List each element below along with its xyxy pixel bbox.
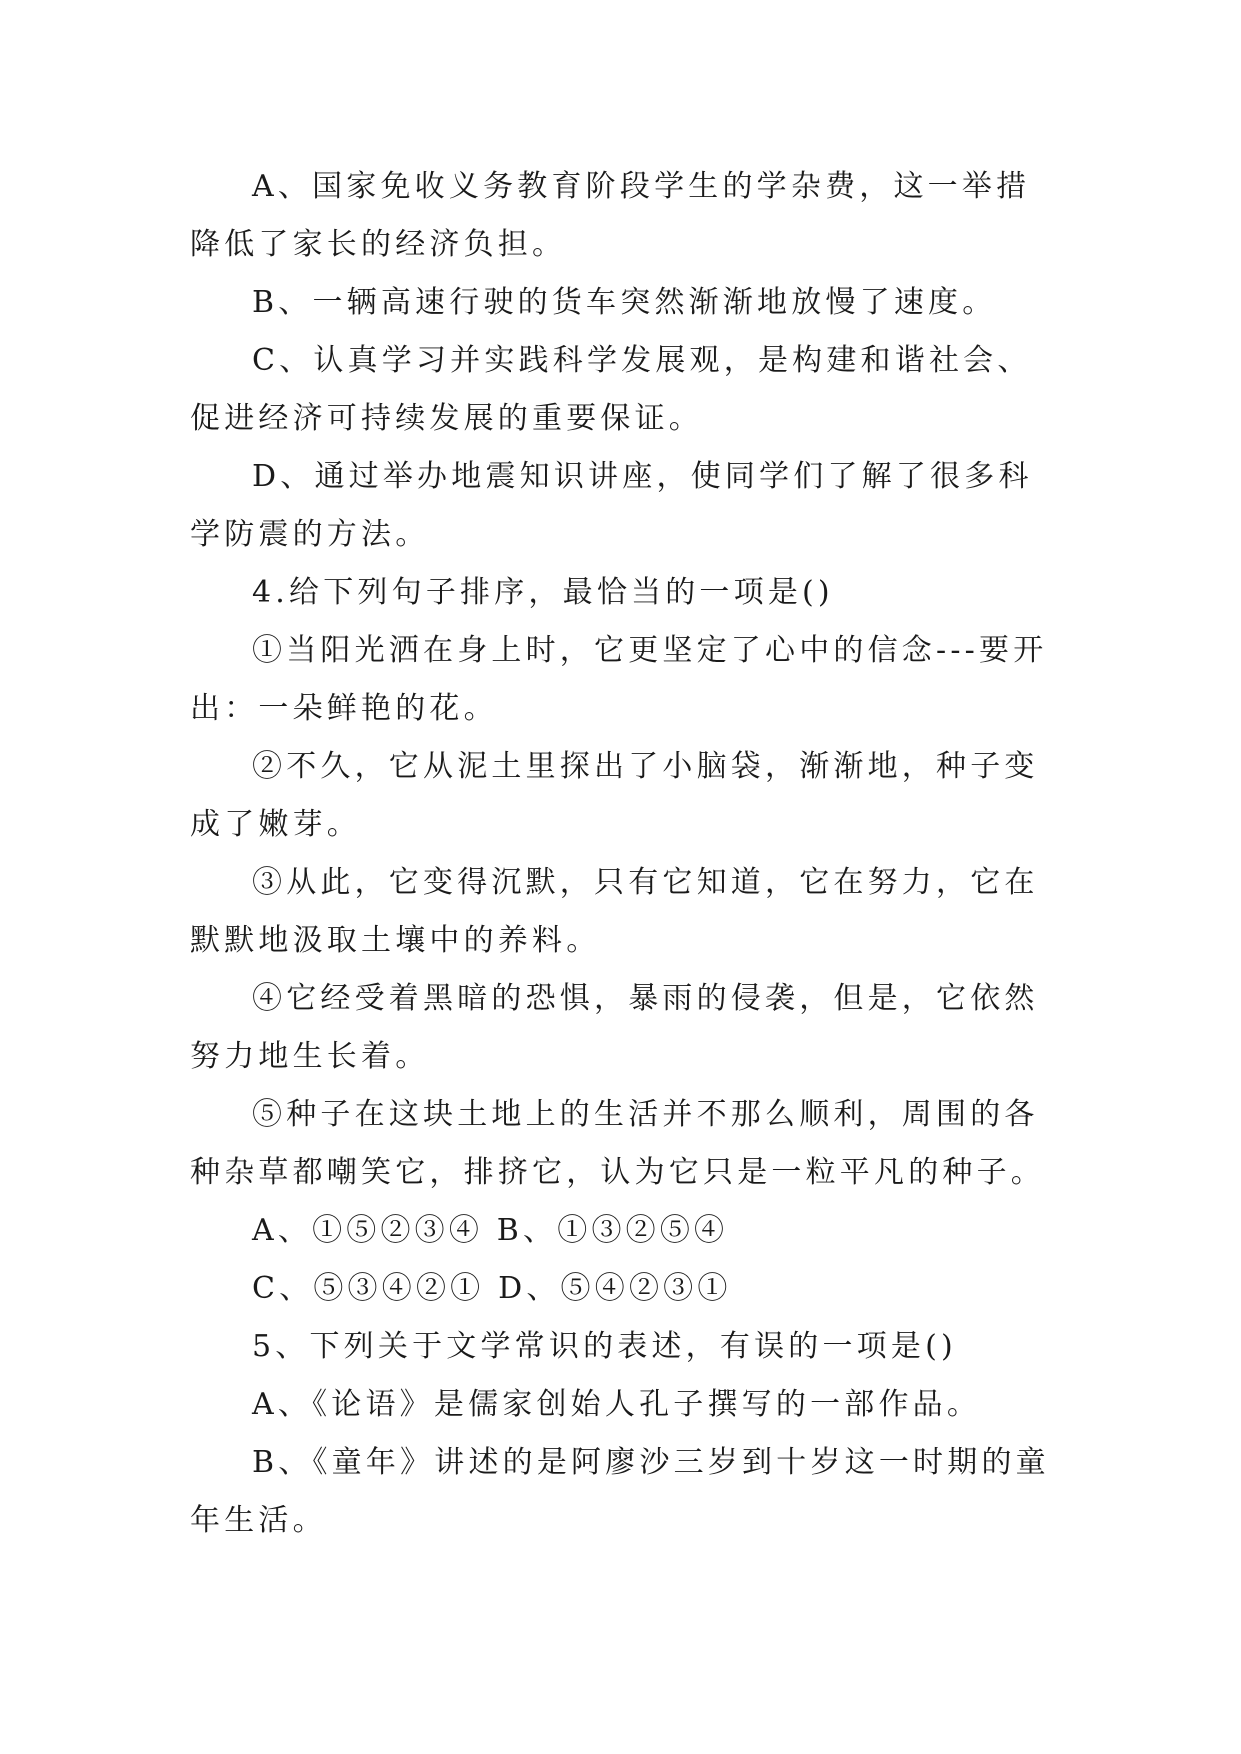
question-5: 5、下列关于文学常识的表述，有误的一项是()	[252, 1329, 957, 1364]
sentence-1: ①当阳光洒在身上时，它更坚定了心中的信念---要开出：一朵鲜艳的花。	[190, 633, 1048, 726]
options-4-cd: C、⑤③④②① D、⑤④②③①	[252, 1271, 732, 1306]
sentence-4: ④它经受着黑暗的恐惧，暴雨的侵袭，但是，它依然努力地生长着。	[190, 981, 1039, 1074]
document-body	[190, 158, 1058, 1550]
question-4: 4.给下列句子排序，最恰当的一项是()	[252, 575, 834, 610]
option-3d: D、通过举办地震知识讲座，使同学们了解了很多科学防震的方法。	[190, 459, 1033, 552]
option-3b: B、一辆高速行驶的货车突然渐渐地放慢了速度。	[252, 285, 997, 320]
sentence-3: ③从此，它变得沉默，只有它知道，它在努力，它在默默地汲取土壤中的养料。	[190, 865, 1039, 958]
sentence-5: ⑤种子在这块土地上的生活并不那么顺利，周围的各种杂草都嘲笑它，排挤它，认为它只是一粒平凡的种子。	[190, 1097, 1045, 1190]
options-4-ab: A、①⑤②③④ B、①③②⑤④	[252, 1213, 729, 1248]
option-3a: A、国家免收义务教育阶段学生的学杂费，这一举措降低了家长的经济负担。	[190, 169, 1031, 262]
option-5b: B、《童年》讲述的是阿廖沙三岁到十岁这一时期的童年生活。	[190, 1445, 1050, 1538]
option-5a: A、《论语》是儒家创始人孔子撰写的一部作品。	[252, 1387, 982, 1422]
sentence-2: ②不久，它从泥土里探出了小脑袋，渐渐地，种子变成了嫩芽。	[190, 749, 1039, 842]
option-3c: C、认真学习并实践科学发展观，是构建和谐社会、促进经济可持续发展的重要保证。	[190, 343, 1032, 436]
